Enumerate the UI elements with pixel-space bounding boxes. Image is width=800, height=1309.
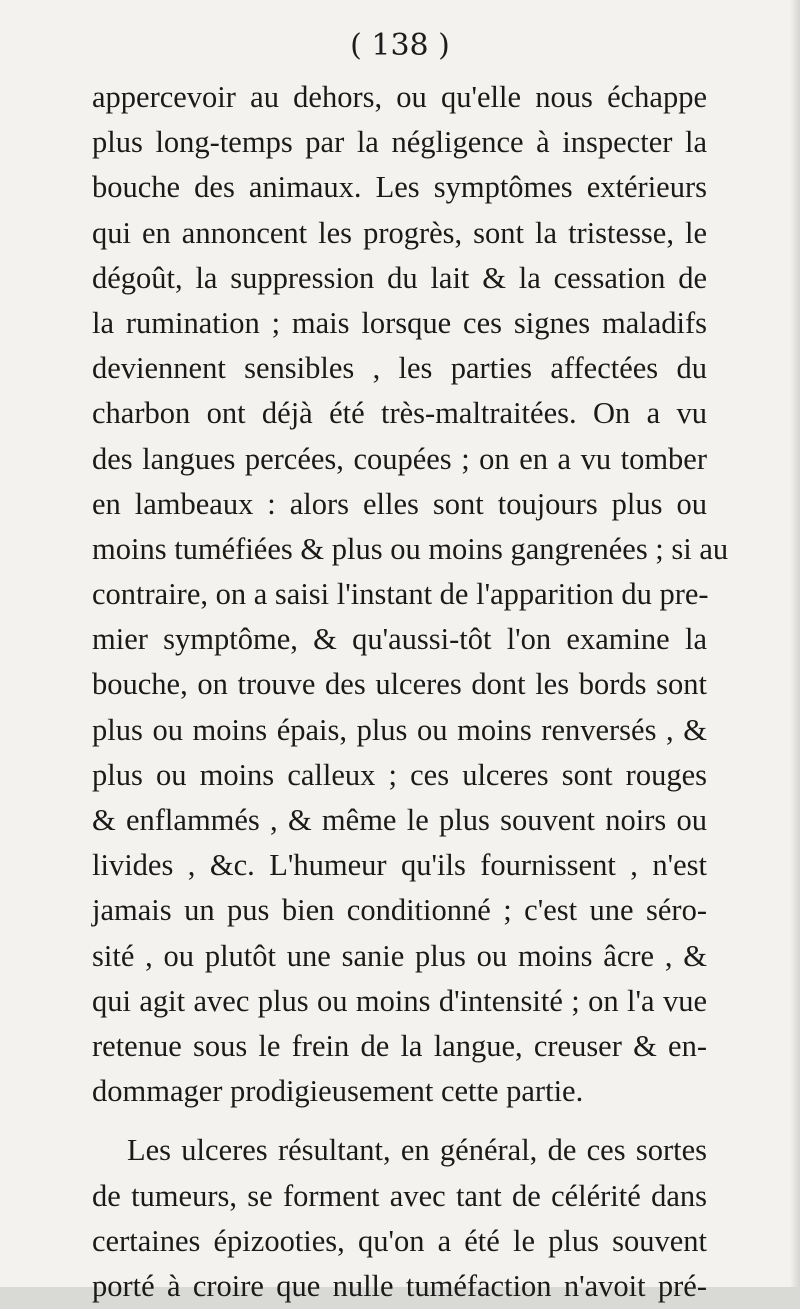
text-line: dégoût, la suppression du lait & la cessation de <box>92 260 707 295</box>
text-line: bouche des animaux. Les symptômes extérieurs <box>92 170 707 205</box>
text-line: bouche, on trouve des ulceres dont les bords sont <box>92 667 707 702</box>
text-line: livides , &c. L'humeur qu'ils fournissent , n'est <box>92 848 707 883</box>
text-line: appercevoir au dehors, ou qu'elle nous échappe <box>92 80 707 114</box>
text-line: en lambeaux : alors elles sont toujours plus ou <box>92 486 707 521</box>
page-number: ( 138 ) <box>350 28 450 63</box>
text-line: plus ou moins calleux ; ces ulceres sont rouges <box>92 757 707 792</box>
text-line: qui en annoncent les progrès, sont la tristesse, le <box>92 215 707 250</box>
text-line: des langues percées, coupées ; on en a vu tomber <box>92 441 707 476</box>
page-edge-shadow <box>790 0 800 1287</box>
paragraph-start-line: Les ulceres résultant, en général, de ces sortes <box>127 1133 707 1168</box>
text-line: mier symptôme, & qu'aussi-tôt l'on examine la <box>92 622 707 657</box>
text-line: retenue sous le frein de la langue, creuser & en- <box>92 1028 707 1063</box>
text-line: plus ou moins épais, plus ou moins renversés , & <box>92 712 707 747</box>
text-line: certaines épizooties, qu'on a été le plus souvent <box>92 1223 707 1258</box>
text-line: porté à croire que nulle tuméfaction n'avoit pré- <box>92 1268 707 1303</box>
text-line: & enflammés , & même le plus souvent noirs ou <box>92 803 707 837</box>
text-line: deviennent sensibles , les parties affectées du <box>92 351 707 386</box>
body-text <box>92 75 729 1309</box>
text-line: moins tuméfiées & plus ou moins gangrenées ; si au <box>92 531 729 566</box>
text-line: charbon ont déjà été très-maltraitées. On a vu <box>92 396 707 431</box>
text-line: sité , ou plutôt une sanie plus ou moins âcre , & <box>92 938 707 973</box>
text-line: de tumeurs, se forment avec tant de célérité dans <box>92 1178 707 1213</box>
text-line: qui agit avec plus ou moins d'intensité ; on l'a vue <box>92 983 707 1018</box>
text-line: jamais un pus bien conditionné ; c'est une séro- <box>92 893 707 928</box>
text-line: plus long-temps par la négligence à inspecter la <box>92 125 707 160</box>
text-line: contraire, on a saisi l'instant de l'apparition du pre- <box>92 577 709 612</box>
paragraph-end-line: dommager prodigieusement cette partie. <box>92 1074 584 1109</box>
text-line: la rumination ; mais lorsque ces signes maladifs <box>92 305 707 340</box>
